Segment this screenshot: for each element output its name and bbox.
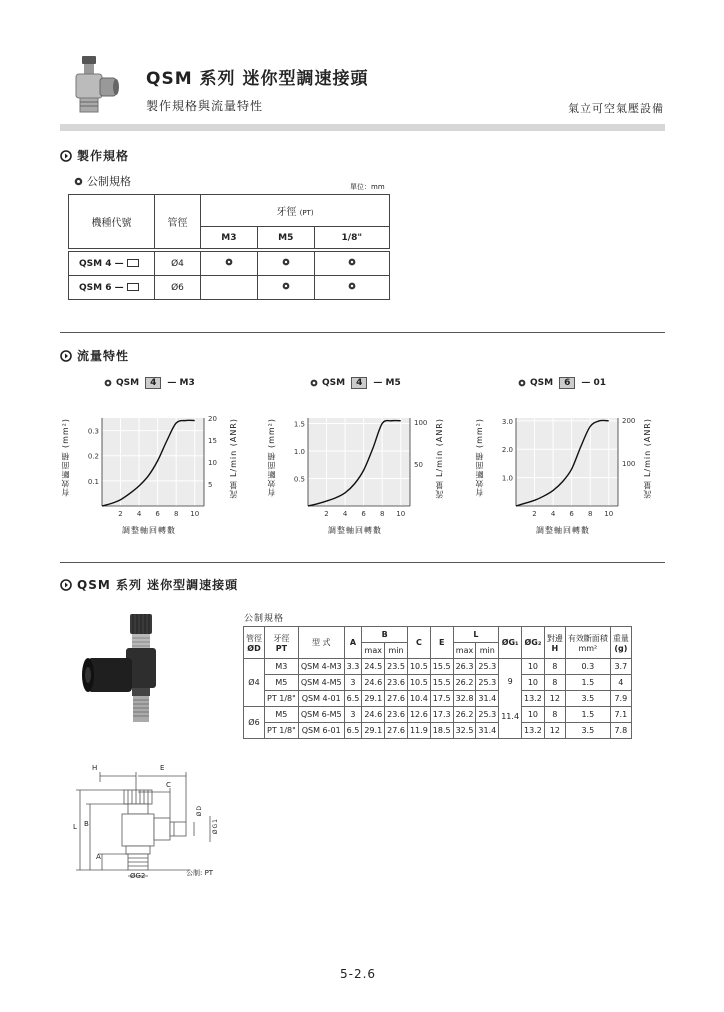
x-tick-label: 4 <box>342 510 348 518</box>
available-dot-icon <box>282 258 290 266</box>
dims-g1-value: 9 <box>507 676 513 686</box>
dims-lmax-cell: 26.2 <box>453 675 476 691</box>
chart-ylabel-right: 流量 L/min (ANR) <box>643 418 652 499</box>
circle-arrow-icon <box>60 150 72 162</box>
dims-h-cell: 8 <box>544 707 565 723</box>
dims-bmin-cell: 27.6 <box>385 691 408 707</box>
dims-header-bmin: min <box>385 643 408 659</box>
spec-section-title: 製作規格 <box>77 149 130 163</box>
dims-bmax-cell: 29.1 <box>362 691 385 707</box>
available-dot-icon <box>282 282 290 290</box>
dims-lmax-cell: 26.3 <box>453 659 476 675</box>
dims-lmin-cell: 25.3 <box>476 707 499 723</box>
dims-c-cell: 10.5 <box>407 675 430 691</box>
dims-weight-cell: 4 <box>610 675 631 691</box>
left-tick-label: 0.2 <box>87 452 99 461</box>
gear-dot-icon <box>104 379 112 387</box>
gear-dot-icon <box>74 177 83 186</box>
spec-header-m5: M5 <box>257 227 314 249</box>
x-tick-label: 2 <box>118 510 123 518</box>
chart-title-box: 6 <box>559 377 575 389</box>
spec-subheading <box>74 173 131 189</box>
dims-header-lmin: min <box>476 643 499 659</box>
dims-weight-cell: 7.8 <box>610 723 631 739</box>
x-tick-label: 10 <box>396 510 406 518</box>
chart-title <box>104 377 195 389</box>
left-tick-label: 2.0 <box>501 446 513 455</box>
dims-a-cell: 6.5 <box>344 723 362 739</box>
chart-title-prefix: QSM <box>530 378 554 388</box>
product-section-heading <box>60 576 238 593</box>
chart-xlabel: 調整軸回轉數 <box>328 526 382 535</box>
left-tick-label: 3.0 <box>501 417 513 426</box>
dims-e-cell: 15.5 <box>430 675 453 691</box>
x-tick-label: 8 <box>379 510 385 518</box>
page-subtitle: 製作規格與流量特性 <box>146 99 264 113</box>
dims-thread-cell: PT 1/8" <box>265 723 299 739</box>
left-tick-label: 0.3 <box>87 427 99 436</box>
flow-section-heading <box>60 347 129 364</box>
dims-row <box>244 691 632 707</box>
chart-ylabel-left: 有效斷面積 (mm²) <box>267 418 276 497</box>
chart-xlabel: 調整軸回轉數 <box>536 526 590 535</box>
flow-chart <box>494 410 654 522</box>
dims-lmax-cell: 26.2 <box>453 707 476 723</box>
right-tick-label: 5 <box>208 481 213 489</box>
dims-c-cell: 10.4 <box>407 691 430 707</box>
dimension-drawing <box>70 762 230 884</box>
dims-bmax-cell: 24.6 <box>362 675 385 691</box>
x-tick-label: 8 <box>173 510 179 518</box>
dims-header-G1: ØG₁ <box>499 627 522 659</box>
dim-label-D: ØD <box>196 805 203 817</box>
divider <box>60 332 665 333</box>
dims-header-E: E <box>430 627 453 659</box>
dims-header-lmax: max <box>453 643 476 659</box>
chart-title-box: 4 <box>145 377 161 389</box>
dims-g2-cell: 13.2 <box>522 723 545 739</box>
chart-ylabel-right: 流量 L/min (ANR) <box>435 418 444 499</box>
dim-label-L: L <box>73 823 77 831</box>
dims-weight-cell: 3.7 <box>610 659 631 675</box>
dims-header-bmax: max <box>362 643 385 659</box>
dims-g2-cell: 13.2 <box>522 691 545 707</box>
dims-lmax-cell: 32.5 <box>453 723 476 739</box>
spec-row-4 <box>69 252 390 276</box>
dim-label-C: C <box>166 781 171 789</box>
brand-name: 氣立可空氣壓設備 <box>568 102 664 115</box>
left-tick-label: 1.0 <box>293 448 305 456</box>
right-tick-label: 100 <box>622 460 636 469</box>
chart-title-suffix: — M5 <box>373 378 401 388</box>
chart-title <box>518 377 606 389</box>
dims-thread-cell: M3 <box>265 659 299 675</box>
available-dot-icon <box>348 282 356 290</box>
spec-model-cell: QSM 6 — <box>69 276 155 300</box>
dims-lmin-cell: 31.4 <box>476 691 499 707</box>
product-section-title: QSM 系列 迷你型調速接頭 <box>77 578 239 592</box>
dims-g1-cell <box>499 659 522 739</box>
spec-table <box>68 194 390 300</box>
right-tick-label: 50 <box>414 461 423 470</box>
plot-area <box>308 418 410 506</box>
x-tick-label: 4 <box>136 510 142 518</box>
gear-dot-icon <box>518 379 526 387</box>
dims-header-A: A <box>344 627 362 659</box>
spec-header-tube: 管徑 <box>155 195 201 249</box>
dims-h-cell: 8 <box>544 659 565 675</box>
dims-a-cell: 3 <box>344 675 362 691</box>
spec-tube-cell: Ø6 <box>155 276 201 300</box>
dims-header-thread: 牙徑 PT <box>265 627 299 659</box>
dims-model-cell: QSM 4-01 <box>298 691 344 707</box>
flow-chart <box>286 410 446 522</box>
circle-arrow-icon <box>60 579 72 591</box>
drawing-note: 公制: PT <box>186 869 214 877</box>
chart-ylabel-left: 有效斷面積 (mm²) <box>475 418 484 497</box>
dims-a-cell: 6.5 <box>344 691 362 707</box>
plot-area <box>516 418 618 506</box>
dims-model-cell: QSM 6-M5 <box>298 707 344 723</box>
page-number: 5-2.6 <box>340 967 377 981</box>
spec-header-model: 機種代號 <box>69 195 155 249</box>
dims-e-cell: 15.5 <box>430 659 453 675</box>
dims-e-cell: 17.5 <box>430 691 453 707</box>
dims-g2-cell: 10 <box>522 707 545 723</box>
dims-header-tube: 管徑 ØD <box>244 627 265 659</box>
right-tick-label: 200 <box>622 417 636 426</box>
gear-dot-icon <box>310 379 318 387</box>
spec-header-m3: M3 <box>201 227 258 249</box>
x-tick-label: 6 <box>361 510 366 518</box>
right-tick-label: 10 <box>208 459 217 467</box>
available-dot-icon <box>348 258 356 266</box>
dim-label-B: B <box>84 820 89 828</box>
dims-lmin-cell: 25.3 <box>476 659 499 675</box>
page-title: QSM 系列 迷你型調速接頭 <box>146 69 369 89</box>
dims-thread-cell: M5 <box>265 675 299 691</box>
dims-header-C: C <box>407 627 430 659</box>
dims-thread-cell: PT 1/8" <box>265 691 299 707</box>
dims-bmin-cell: 23.5 <box>385 659 408 675</box>
dims-tube-cell: Ø6 <box>244 707 265 739</box>
plot-area <box>102 418 204 506</box>
dims-row <box>244 659 632 675</box>
dims-e-cell: 18.5 <box>430 723 453 739</box>
chart-title-suffix: — M3 <box>167 378 195 388</box>
dim-label-G2: ØG2 <box>130 872 146 880</box>
dims-a-cell: 3 <box>344 707 362 723</box>
chart-ylabel-left: 有效斷面積 (mm²) <box>61 418 70 497</box>
header-bar <box>60 124 665 131</box>
dims-header-B: B <box>362 627 408 643</box>
dims-area-cell: 0.3 <box>565 659 610 675</box>
dims-c-cell: 12.6 <box>407 707 430 723</box>
x-tick-label: 6 <box>155 510 160 518</box>
dims-g2-cell: 10 <box>522 675 545 691</box>
chart-ylabel-right: 流量 L/min (ANR) <box>229 418 238 499</box>
x-tick-label: 2 <box>532 510 537 518</box>
dims-header-model: 型 式 <box>298 627 344 659</box>
dims-bmax-cell: 24.6 <box>362 707 385 723</box>
dims-header-H: 對邊 H <box>544 627 565 659</box>
product-photo <box>78 610 178 740</box>
chart-title-prefix: QSM <box>116 378 140 388</box>
dims-weight-cell: 7.9 <box>610 691 631 707</box>
available-dot-icon <box>225 258 233 266</box>
dims-table-title: 公制規格 <box>244 614 285 624</box>
dims-h-cell: 8 <box>544 675 565 691</box>
spec-tube-cell: Ø4 <box>155 252 201 276</box>
dims-header-G2: ØG₂ <box>522 627 545 659</box>
dims-model-cell: QSM 4-M5 <box>298 675 344 691</box>
right-tick-label: 100 <box>414 419 428 428</box>
dims-e-cell: 17.3 <box>430 707 453 723</box>
spec-subtitle: 公制規格 <box>87 175 131 188</box>
dims-thread-cell: M5 <box>265 707 299 723</box>
dims-bmin-cell: 23.6 <box>385 675 408 691</box>
dims-bmax-cell: 29.1 <box>362 723 385 739</box>
dims-lmin-cell: 25.3 <box>476 675 499 691</box>
spec-header-pt18: 1/8" <box>314 227 389 249</box>
dims-model-cell: QSM 4-M3 <box>298 659 344 675</box>
divider <box>60 562 665 563</box>
x-tick-label: 2 <box>324 510 329 518</box>
chart-title-suffix: — 01 <box>581 378 607 388</box>
dims-area-cell: 1.5 <box>565 707 610 723</box>
chart-xlabel: 調整軸回轉數 <box>122 526 176 535</box>
flow-chart <box>80 410 240 522</box>
dims-row <box>244 675 632 691</box>
dims-lmax-cell: 32.8 <box>453 691 476 707</box>
dims-table <box>243 626 632 739</box>
left-tick-label: 1.0 <box>501 474 513 483</box>
left-tick-label: 1.5 <box>293 420 305 429</box>
dims-header-weight: 重量 (g) <box>610 627 631 659</box>
spec-section-heading <box>60 147 129 164</box>
dim-label-H: H <box>92 764 98 772</box>
dims-weight-cell: 7.1 <box>610 707 631 723</box>
dims-lmin-cell: 31.4 <box>476 723 499 739</box>
dims-bmax-cell: 24.5 <box>362 659 385 675</box>
unit-label: 單位：mm <box>350 183 385 191</box>
dims-h-cell: 12 <box>544 723 565 739</box>
chart-title <box>310 377 401 389</box>
x-tick-label: 10 <box>604 510 614 518</box>
dim-label-A: A <box>96 853 101 861</box>
dims-bmin-cell: 23.6 <box>385 707 408 723</box>
dims-c-cell: 10.5 <box>407 659 430 675</box>
spec-model-cell: QSM 4 — <box>69 252 155 276</box>
dims-c-cell: 11.9 <box>407 723 430 739</box>
dims-row <box>244 707 632 723</box>
dims-header-L: L <box>453 627 499 643</box>
spec-header-thread: 牙徑 (PT) <box>201 195 390 227</box>
x-tick-label: 8 <box>587 510 593 518</box>
circle-arrow-icon <box>60 350 72 362</box>
dims-bmin-cell: 27.6 <box>385 723 408 739</box>
right-tick-label: 15 <box>208 437 217 445</box>
dim-label-G1: ØG1 <box>212 818 219 835</box>
right-tick-label: 20 <box>208 415 217 423</box>
dims-model-cell: QSM 6-01 <box>298 723 344 739</box>
chart-title-prefix: QSM <box>322 378 346 388</box>
dims-a-cell: 3.3 <box>344 659 362 675</box>
dims-area-cell: 1.5 <box>565 675 610 691</box>
dims-g1-value: 11.4 <box>501 711 520 721</box>
dims-area-cell: 3.5 <box>565 691 610 707</box>
dims-h-cell: 12 <box>544 691 565 707</box>
left-tick-label: 0.5 <box>293 475 305 484</box>
dims-header-area: 有效斷面積 mm² <box>565 627 610 659</box>
x-tick-label: 10 <box>190 510 200 518</box>
spec-row-6 <box>69 276 390 300</box>
x-tick-label: 4 <box>550 510 556 518</box>
flow-section-title: 流量特性 <box>77 349 130 363</box>
dim-label-E: E <box>160 764 165 772</box>
left-tick-label: 0.1 <box>87 477 99 486</box>
chart-title-box: 4 <box>351 377 367 389</box>
dims-area-cell: 3.5 <box>565 723 610 739</box>
dims-tube-cell: Ø4 <box>244 659 265 707</box>
product-thumbnail <box>62 52 124 118</box>
dims-g2-cell: 10 <box>522 659 545 675</box>
x-tick-label: 6 <box>569 510 574 518</box>
dims-row <box>244 723 632 739</box>
